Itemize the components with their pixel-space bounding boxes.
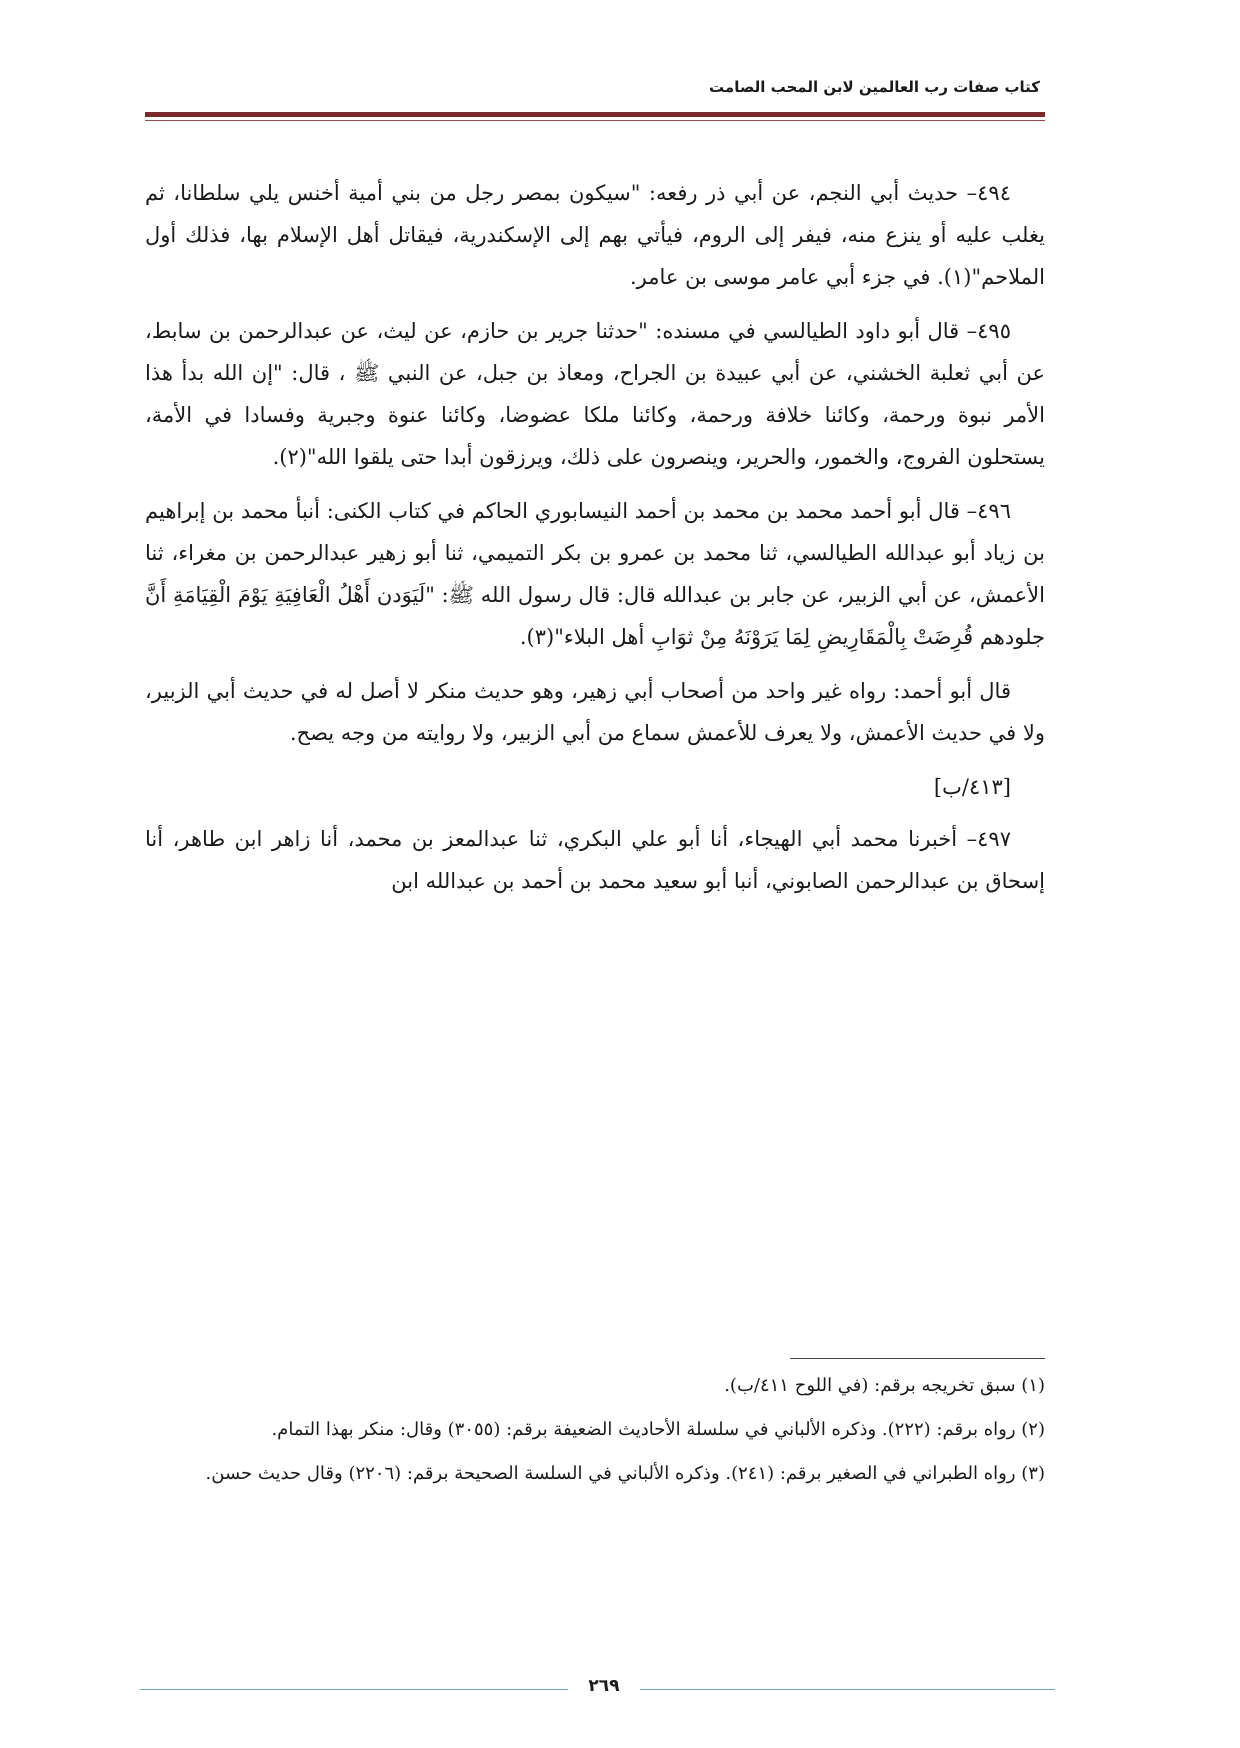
main-text xyxy=(145,172,1045,914)
header-rule xyxy=(145,112,1045,117)
hadith-paragraph-495: ٤٩٥– قال أبو داود الطيالسي في مسنده: "حدثنا جرير بن حازم، عن ليث، عن عبدالرحمن بن سابط، عن أبي ثعلبة الخشني، عن أبي عبيدة بن الجراح، ومعاذ بن جبل، عن النبي ﷺ ، قال: "إن الله بدأ هذا الأمر نبوة ورحمة، وكائنا خلافة ورحمة، وكائنا ملكا عضوضا، وكائنا عنوة وجبرية وفسادا في الأمة، يستحلون الفروج، والخمور، والحرير، وينصرون على ذلك، ويرزقون أبدا حتى يلقوا الله"(٢). xyxy=(145,319,1045,469)
hadith-paragraph-496: ٤٩٦– قال أبو أحمد محمد بن محمد بن أحمد النيسابوري الحاكم في كتاب الكنى: أنبأ محمد بن إبراهيم بن زياد أبو عبدالله الطيالسي، ثنا محمد بن عمرو بن بكر التميمي، ثنا أبو زهير عبدالرحمن بن مغراء، ثنا الأعمش، عن أبي الزبير، عن جابر بن عبدالله قال: قال رسول الله ﷺ: "لَيَوَدن أَهْلُ الْعَافِيَةِ يَوْمَ الْقِيَامَةِ أَنَّ جلودهم قُرِضَتْ بِالْمَقَارِيضِ لِمَا يَرَوْنَهُ مِنْ ثوَابِ أهل البلاء"(٣). xyxy=(145,499,1045,649)
page-number: ٢٦٩ xyxy=(588,1676,620,1696)
footnote-1: (١) سبق تخريجه برقم: (في اللوح ٤١١/ب). xyxy=(724,1375,1045,1396)
footnote-separator xyxy=(790,1358,1045,1359)
folio-marker: [٤١٣/ب] xyxy=(933,775,1011,799)
footnote-2: (٢) رواه برقم: (٢٢٢). وذكره الألباني في سلسلة الأحاديث الضعيفة برقم: (٣٠٥٥) وقال: منكر بهذا التمام. xyxy=(271,1419,1045,1440)
footer-rule-right xyxy=(640,1689,1055,1690)
footnote-3: (٣) رواه الطبراني في الصغير برقم: (٢٤١). وذكره الألباني في السلسة الصحيحة برقم: (٢٢٠٦) وقال حديث حسن. xyxy=(205,1463,1045,1484)
footnotes xyxy=(145,1368,1045,1500)
header-rule-thin xyxy=(145,120,1045,121)
commentary-paragraph: قال أبو أحمد: رواه غير واحد من أصحاب أبي زهير، وهو حديث منكر لا أصل له في حديث أبي الزبير، ولا في حديث الأعمش، ولا يعرف للأعمش سماع من أبي الزبير، ولا روايته من وجه يصح. xyxy=(145,679,1045,745)
hadith-paragraph-497: ٤٩٧– أخبرنا محمد أبي الهيجاء، أنا أبو علي البكري، ثنا عبدالمعز بن محمد، أنا زاهر ابن طاهر، أنا إسحاق بن عبدالرحمن الصابوني، أنبا أبو سعيد محمد بن أحمد بن عبدالله ابن xyxy=(145,827,1045,893)
running-header-title: كتاب صفات رب العالمين لابن المحب الصامت xyxy=(709,78,1040,96)
footer-rule-left xyxy=(140,1689,568,1690)
hadith-paragraph-494: ٤٩٤– حديث أبي النجم، عن أبي ذر رفعه: "سيكون بمصر رجل من بني أمية أخنس يلي سلطانا، ثم يغلب عليه أو ينزع منه، فيفر إلى الروم، فيأتي بهم إلى الإسكندرية، فيقاتل أهل الإسلام بها، فذلك أول الملاحم"(١). في جزء أبي عامر موسى بن عامر. xyxy=(145,181,1045,289)
